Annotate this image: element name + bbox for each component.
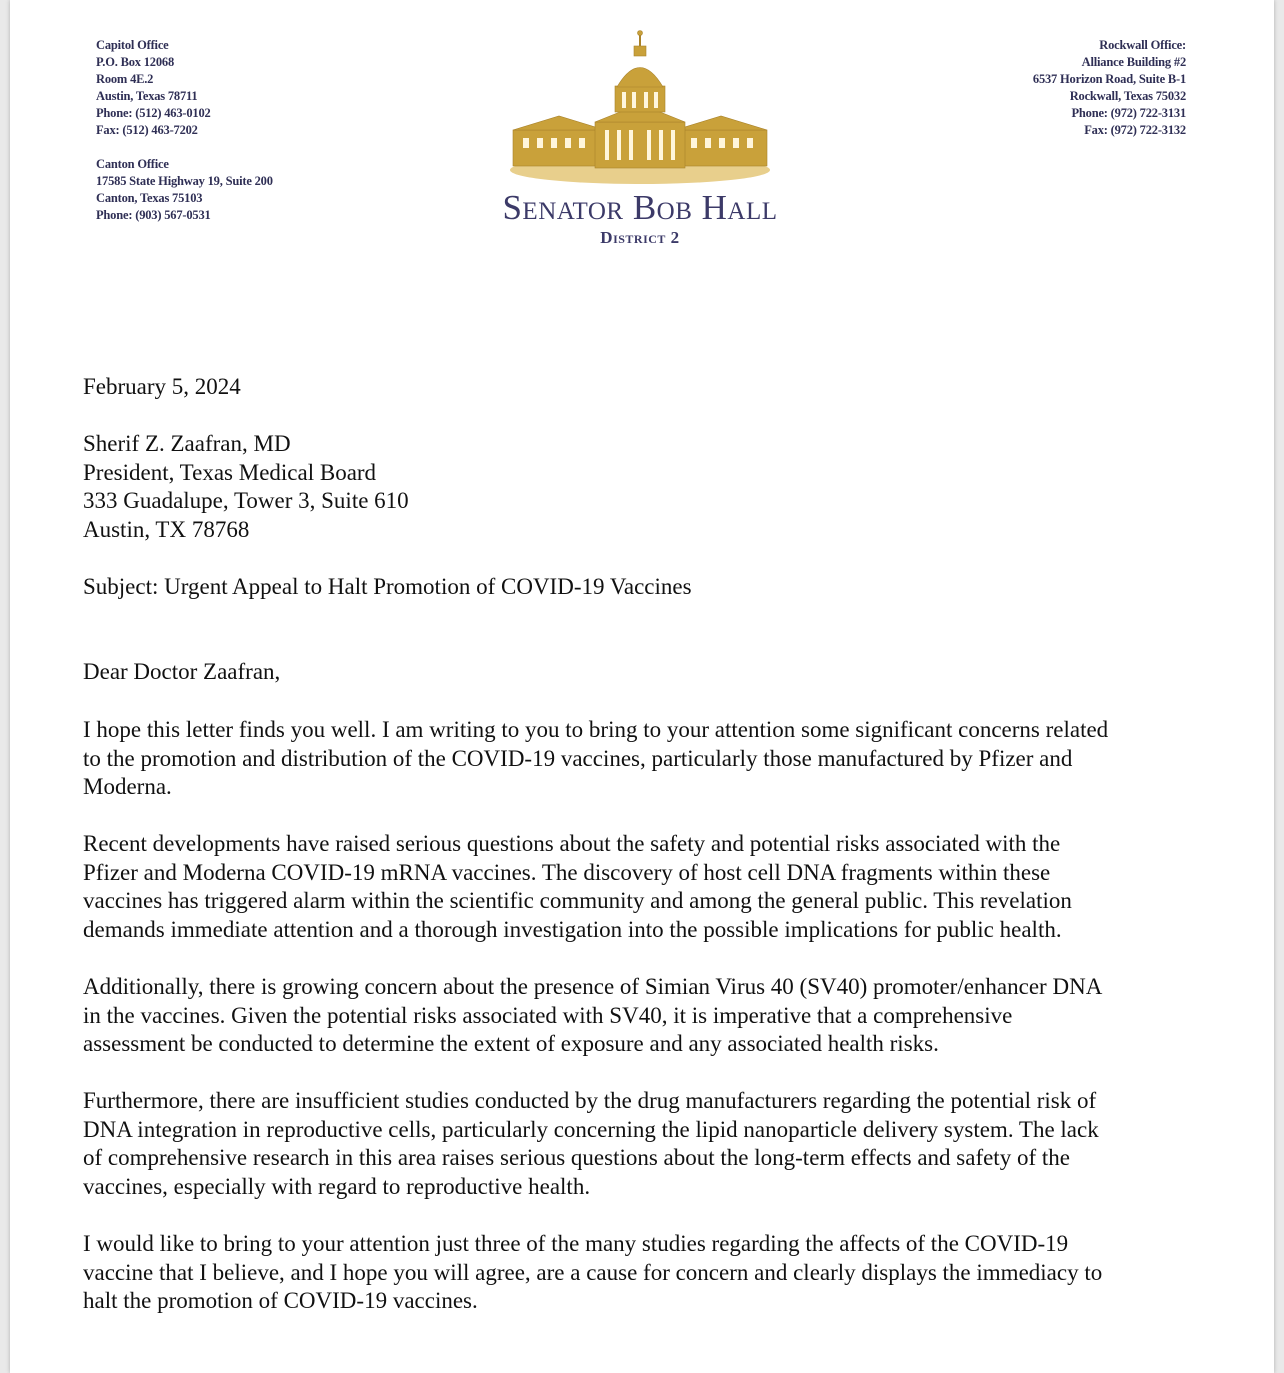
paragraph — [83, 1087, 1213, 1201]
capitol-office-address — [96, 37, 211, 139]
address-line: Phone: (512) 463-0102 — [96, 106, 211, 120]
paragraph-line: vaccines, especially with regard to reproductive health. — [83, 1173, 591, 1199]
paragraph-line: DNA integration in reproductive cells, particularly concerning the lipid nanoparticle delivery system. The lack — [83, 1116, 1099, 1142]
district-label: District 2 — [600, 228, 680, 247]
letter-page — [10, 0, 1274, 1373]
canton-office-title: Canton Office — [96, 157, 169, 171]
recipient-name: Sherif Z. Zaafran, MD — [83, 431, 291, 456]
paragraph-line: assessment be conducted to determine the extent of exposure and any associated health risks. — [83, 1031, 939, 1057]
capitol-building-icon — [505, 30, 775, 190]
address-line: Canton, Texas 75103 — [96, 191, 203, 205]
recipient-block — [83, 430, 1213, 544]
paragraph-line: in the vaccines. Given the potential risks associated with SV40, it is imperative that a comprehensive — [83, 1002, 1013, 1028]
paragraph-line: to the promotion and distribution of the COVID-19 vaccines, particularly those manufactured by Pfizer and — [83, 745, 1073, 771]
capitol-office-title: Capitol Office — [96, 38, 169, 52]
recipient-title: President, Texas Medical Board — [83, 459, 377, 485]
paragraph-line: Moderna. — [83, 774, 172, 800]
rockwall-office-address — [1033, 37, 1186, 139]
address-line: 6537 Horizon Road, Suite B-1 — [1032, 72, 1186, 86]
salutation: Dear Doctor Zaafran, — [83, 659, 281, 684]
paragraph-line: Additionally, there is growing concern about the presence of Simian Virus 40 (SV40) promoter/enhancer DNA — [83, 974, 1103, 999]
subject-line: Subject: Urgent Appeal to Halt Promotion of COVID-19 Vaccines — [83, 574, 692, 599]
paragraph-line: halt the promotion of COVID-19 vaccines. — [83, 1288, 478, 1314]
address-line: Phone: (972) 722-3131 — [1071, 106, 1186, 120]
paragraph-line: Furthermore, there are insufficient studies conducted by the drug manufacturers regarding the potential risk of — [83, 1088, 1097, 1113]
rockwall-office-title: Rockwall Office: — [1099, 38, 1186, 52]
paragraph-line: demands immediate attention and a thorough investigation into the possible implications for public health. — [83, 916, 1062, 942]
paragraph-line: Pfizer and Moderna COVID-19 mRNA vaccines. The discovery of host cell DNA fragments within these — [83, 859, 1051, 885]
paragraph — [83, 973, 1213, 1059]
recipient-street: 333 Guadalupe, Tower 3, Suite 610 — [83, 488, 409, 514]
canton-office-address — [96, 156, 273, 224]
paragraph — [83, 716, 1213, 802]
address-line: Alliance Building #2 — [1081, 55, 1186, 69]
address-line: Austin, Texas 78711 — [96, 89, 198, 103]
address-line: Room 4E.2 — [96, 72, 154, 86]
address-line: Phone: (903) 567-0531 — [96, 208, 211, 222]
address-line: Fax: (512) 463-7202 — [96, 123, 198, 137]
address-line: P.O. Box 12068 — [96, 55, 174, 69]
paragraph — [83, 830, 1213, 944]
address-line: 17585 State Highway 19, Suite 200 — [96, 174, 273, 188]
address-line: Rockwall, Texas 75032 — [1069, 89, 1186, 103]
paragraph-line: Recent developments have raised serious questions about the safety and potential risks associated with the — [83, 831, 1061, 856]
paragraph-line: vaccines has triggered alarm within the scientific community and among the general public. This revelation — [83, 888, 1072, 914]
paragraph-line: I hope this letter finds you well. I am writing to you to bring to your attention some significant concerns related — [83, 717, 1109, 742]
address-line: Fax: (972) 722-3132 — [1084, 123, 1186, 137]
paragraph-line: I would like to bring to your attention just three of the many studies regarding the affects of the COVID-19 — [83, 1231, 1069, 1256]
paragraph — [83, 1230, 1213, 1316]
paragraph-line: of comprehensive research in this area raises serious questions about the long-term effects and safety of the — [83, 1145, 1070, 1171]
paragraph-line: vaccine that I believe, and I hope you will agree, are a cause for concern and clearly displays the immediacy to — [83, 1259, 1103, 1285]
letter-date: February 5, 2024 — [83, 374, 241, 399]
recipient-city: Austin, TX 78768 — [83, 516, 250, 542]
senator-name: Senator Bob Hall — [502, 188, 778, 227]
